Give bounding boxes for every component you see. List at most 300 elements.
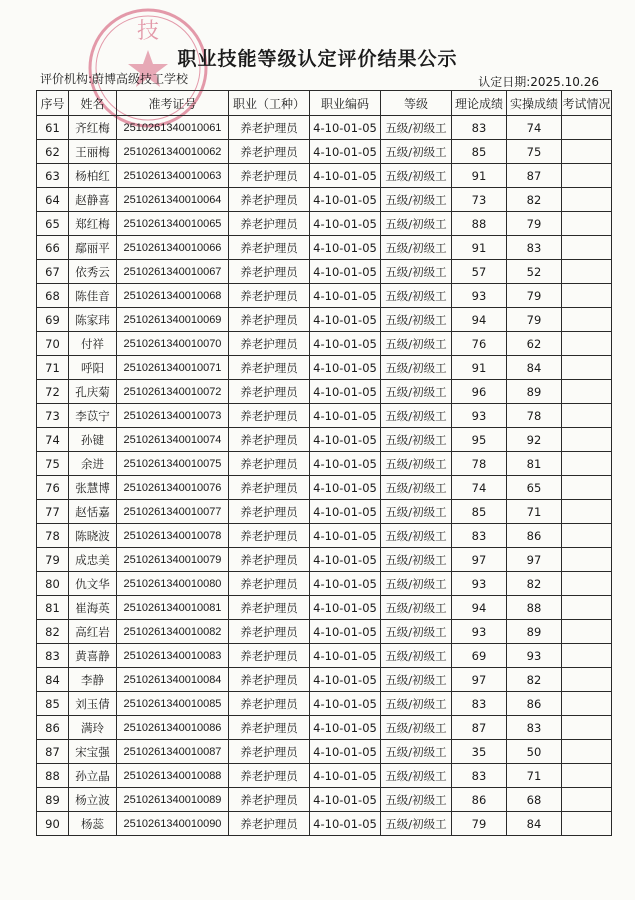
row-level: 五级/初级工 xyxy=(381,428,452,452)
row-status xyxy=(562,188,612,212)
row-occupation: 养老护理员 xyxy=(229,548,310,572)
row-occupation: 养老护理员 xyxy=(229,140,310,164)
table-row xyxy=(37,692,612,716)
row-cert: 2510261340010077 xyxy=(117,500,229,524)
row-status xyxy=(562,140,612,164)
row-no: 90 xyxy=(37,812,69,836)
row-no: 70 xyxy=(37,332,69,356)
row-status xyxy=(562,596,612,620)
row-occupation: 养老护理员 xyxy=(229,788,310,812)
table-row xyxy=(37,164,612,188)
row-code: 4-10-01-05 xyxy=(310,356,381,380)
row-cert: 2510261340010074 xyxy=(117,428,229,452)
col-header-cert: 准考证号 xyxy=(117,91,229,116)
row-status xyxy=(562,788,612,812)
row-status xyxy=(562,476,612,500)
row-status xyxy=(562,668,612,692)
row-theory: 76 xyxy=(452,332,507,356)
row-occupation: 养老护理员 xyxy=(229,620,310,644)
row-code: 4-10-01-05 xyxy=(310,236,381,260)
row-status xyxy=(562,404,612,428)
row-theory: 95 xyxy=(452,428,507,452)
row-status xyxy=(562,644,612,668)
row-cert: 2510261340010071 xyxy=(117,356,229,380)
row-cert: 2510261340010084 xyxy=(117,668,229,692)
table-row xyxy=(37,404,612,428)
row-code: 4-10-01-05 xyxy=(310,164,381,188)
row-theory: 91 xyxy=(452,236,507,260)
row-cert: 2510261340010073 xyxy=(117,404,229,428)
row-practice: 75 xyxy=(507,140,562,164)
table-row xyxy=(37,308,612,332)
row-theory: 91 xyxy=(452,164,507,188)
row-theory: 93 xyxy=(452,572,507,596)
row-cert: 2510261340010082 xyxy=(117,620,229,644)
row-name: 陈家玮 xyxy=(69,308,117,332)
row-code: 4-10-01-05 xyxy=(310,692,381,716)
row-cert: 2510261340010088 xyxy=(117,764,229,788)
row-cert: 2510261340010080 xyxy=(117,572,229,596)
row-cert: 2510261340010087 xyxy=(117,740,229,764)
row-code: 4-10-01-05 xyxy=(310,452,381,476)
row-occupation: 养老护理员 xyxy=(229,812,310,836)
row-code: 4-10-01-05 xyxy=(310,380,381,404)
col-header-level: 等级 xyxy=(381,91,452,116)
row-status xyxy=(562,116,612,140)
row-code: 4-10-01-05 xyxy=(310,260,381,284)
row-practice: 74 xyxy=(507,116,562,140)
row-cert: 2510261340010063 xyxy=(117,164,229,188)
row-level: 五级/初级工 xyxy=(381,620,452,644)
table-row xyxy=(37,284,612,308)
row-status xyxy=(562,500,612,524)
row-name: 赵恬嘉 xyxy=(69,500,117,524)
row-name: 余进 xyxy=(69,452,117,476)
row-cert: 2510261340010070 xyxy=(117,332,229,356)
row-occupation: 养老护理员 xyxy=(229,116,310,140)
row-level: 五级/初级工 xyxy=(381,812,452,836)
row-practice: 68 xyxy=(507,788,562,812)
row-theory: 93 xyxy=(452,404,507,428)
row-practice: 83 xyxy=(507,716,562,740)
row-level: 五级/初级工 xyxy=(381,692,452,716)
row-code: 4-10-01-05 xyxy=(310,284,381,308)
row-occupation: 养老护理员 xyxy=(229,692,310,716)
row-level: 五级/初级工 xyxy=(381,308,452,332)
row-cert: 2510261340010062 xyxy=(117,140,229,164)
row-no: 71 xyxy=(37,356,69,380)
row-status xyxy=(562,356,612,380)
row-no: 77 xyxy=(37,500,69,524)
table-row xyxy=(37,356,612,380)
row-occupation: 养老护理员 xyxy=(229,644,310,668)
row-theory: 83 xyxy=(452,692,507,716)
row-cert: 2510261340010086 xyxy=(117,716,229,740)
col-header-occupation: 职业（工种） xyxy=(229,91,310,116)
table-row xyxy=(37,236,612,260)
row-cert: 2510261340010069 xyxy=(117,308,229,332)
table-row xyxy=(37,188,612,212)
row-status xyxy=(562,428,612,452)
row-level: 五级/初级工 xyxy=(381,548,452,572)
table-row xyxy=(37,380,612,404)
table-row xyxy=(37,332,612,356)
svg-text:技: 技 xyxy=(136,19,160,44)
row-theory: 85 xyxy=(452,500,507,524)
row-no: 72 xyxy=(37,380,69,404)
row-level: 五级/初级工 xyxy=(381,404,452,428)
row-no: 61 xyxy=(37,116,69,140)
row-status xyxy=(562,308,612,332)
table-row xyxy=(37,788,612,812)
row-no: 83 xyxy=(37,644,69,668)
row-occupation: 养老护理员 xyxy=(229,596,310,620)
row-code: 4-10-01-05 xyxy=(310,212,381,236)
row-occupation: 养老护理员 xyxy=(229,284,310,308)
row-practice: 79 xyxy=(507,212,562,236)
row-name: 齐红梅 xyxy=(69,116,117,140)
row-no: 76 xyxy=(37,476,69,500)
col-header-status: 考试情况 xyxy=(562,91,612,116)
row-status xyxy=(562,260,612,284)
row-no: 81 xyxy=(37,596,69,620)
row-no: 66 xyxy=(37,236,69,260)
row-theory: 93 xyxy=(452,284,507,308)
row-practice: 71 xyxy=(507,764,562,788)
row-name: 陈晓波 xyxy=(69,524,117,548)
row-no: 63 xyxy=(37,164,69,188)
row-cert: 2510261340010064 xyxy=(117,188,229,212)
row-occupation: 养老护理员 xyxy=(229,716,310,740)
table-row xyxy=(37,740,612,764)
org-label: 评价机构: xyxy=(40,72,93,86)
row-practice: 84 xyxy=(507,812,562,836)
row-no: 65 xyxy=(37,212,69,236)
row-code: 4-10-01-05 xyxy=(310,332,381,356)
row-occupation: 养老护理员 xyxy=(229,308,310,332)
row-practice: 86 xyxy=(507,524,562,548)
row-occupation: 养老护理员 xyxy=(229,740,310,764)
row-no: 85 xyxy=(37,692,69,716)
row-level: 五级/初级工 xyxy=(381,212,452,236)
row-theory: 79 xyxy=(452,812,507,836)
row-status xyxy=(562,236,612,260)
col-header-no: 序号 xyxy=(37,91,69,116)
col-header-practice: 实操成绩 xyxy=(507,91,562,116)
date-value: 2025.10.26 xyxy=(530,75,599,89)
row-level: 五级/初级工 xyxy=(381,572,452,596)
row-name: 鄢丽平 xyxy=(69,236,117,260)
row-occupation: 养老护理员 xyxy=(229,212,310,236)
row-theory: 69 xyxy=(452,644,507,668)
row-practice: 82 xyxy=(507,668,562,692)
row-level: 五级/初级工 xyxy=(381,260,452,284)
row-name: 杨柏红 xyxy=(69,164,117,188)
row-level: 五级/初级工 xyxy=(381,596,452,620)
row-occupation: 养老护理员 xyxy=(229,236,310,260)
row-name: 赵静喜 xyxy=(69,188,117,212)
table-header-row xyxy=(37,91,612,116)
table-row xyxy=(37,500,612,524)
row-level: 五级/初级工 xyxy=(381,140,452,164)
row-practice: 83 xyxy=(507,236,562,260)
row-status xyxy=(562,524,612,548)
row-theory: 35 xyxy=(452,740,507,764)
row-practice: 79 xyxy=(507,308,562,332)
row-cert: 2510261340010067 xyxy=(117,260,229,284)
row-practice: 71 xyxy=(507,500,562,524)
row-no: 80 xyxy=(37,572,69,596)
row-name: 陈佳音 xyxy=(69,284,117,308)
row-name: 依秀云 xyxy=(69,260,117,284)
row-theory: 94 xyxy=(452,596,507,620)
row-theory: 87 xyxy=(452,716,507,740)
row-theory: 93 xyxy=(452,620,507,644)
row-name: 刘玉倩 xyxy=(69,692,117,716)
row-cert: 2510261340010076 xyxy=(117,476,229,500)
row-no: 84 xyxy=(37,668,69,692)
row-theory: 83 xyxy=(452,764,507,788)
row-status xyxy=(562,380,612,404)
row-cert: 2510261340010081 xyxy=(117,596,229,620)
row-practice: 82 xyxy=(507,188,562,212)
row-name: 杨蕊 xyxy=(69,812,117,836)
row-status xyxy=(562,572,612,596)
row-no: 87 xyxy=(37,740,69,764)
row-occupation: 养老护理员 xyxy=(229,668,310,692)
row-code: 4-10-01-05 xyxy=(310,188,381,212)
row-no: 68 xyxy=(37,284,69,308)
row-theory: 83 xyxy=(452,116,507,140)
row-status xyxy=(562,716,612,740)
row-level: 五级/初级工 xyxy=(381,764,452,788)
row-status xyxy=(562,620,612,644)
row-occupation: 养老护理员 xyxy=(229,188,310,212)
row-occupation: 养老护理员 xyxy=(229,356,310,380)
table-row xyxy=(37,764,612,788)
row-no: 64 xyxy=(37,188,69,212)
row-name: 成忠美 xyxy=(69,548,117,572)
row-code: 4-10-01-05 xyxy=(310,740,381,764)
row-no: 82 xyxy=(37,620,69,644)
row-occupation: 养老护理员 xyxy=(229,524,310,548)
row-level: 五级/初级工 xyxy=(381,716,452,740)
row-cert: 2510261340010075 xyxy=(117,452,229,476)
table-row xyxy=(37,140,612,164)
row-theory: 78 xyxy=(452,452,507,476)
row-level: 五级/初级工 xyxy=(381,452,452,476)
row-occupation: 养老护理员 xyxy=(229,452,310,476)
row-level: 五级/初级工 xyxy=(381,332,452,356)
row-status xyxy=(562,548,612,572)
date-label: 认定日期: xyxy=(478,75,531,89)
row-name: 张慧博 xyxy=(69,476,117,500)
table-row xyxy=(37,596,612,620)
table-row xyxy=(37,668,612,692)
row-status xyxy=(562,764,612,788)
row-name: 孙键 xyxy=(69,428,117,452)
row-level: 五级/初级工 xyxy=(381,284,452,308)
row-name: 李苡宁 xyxy=(69,404,117,428)
row-code: 4-10-01-05 xyxy=(310,716,381,740)
row-name: 满玲 xyxy=(69,716,117,740)
row-theory: 85 xyxy=(452,140,507,164)
col-header-code: 职业编码 xyxy=(310,91,381,116)
row-cert: 2510261340010072 xyxy=(117,380,229,404)
row-cert: 2510261340010089 xyxy=(117,788,229,812)
row-no: 89 xyxy=(37,788,69,812)
row-code: 4-10-01-05 xyxy=(310,668,381,692)
row-practice: 65 xyxy=(507,476,562,500)
row-code: 4-10-01-05 xyxy=(310,140,381,164)
row-practice: 92 xyxy=(507,428,562,452)
row-name: 李静 xyxy=(69,668,117,692)
table-row xyxy=(37,116,612,140)
row-practice: 84 xyxy=(507,356,562,380)
row-practice: 50 xyxy=(507,740,562,764)
row-no: 75 xyxy=(37,452,69,476)
row-no: 79 xyxy=(37,548,69,572)
row-occupation: 养老护理员 xyxy=(229,428,310,452)
row-code: 4-10-01-05 xyxy=(310,500,381,524)
row-theory: 97 xyxy=(452,668,507,692)
row-practice: 97 xyxy=(507,548,562,572)
row-practice: 86 xyxy=(507,692,562,716)
row-no: 67 xyxy=(37,260,69,284)
row-status xyxy=(562,812,612,836)
row-practice: 79 xyxy=(507,284,562,308)
row-practice: 52 xyxy=(507,260,562,284)
row-code: 4-10-01-05 xyxy=(310,476,381,500)
row-code: 4-10-01-05 xyxy=(310,596,381,620)
row-cert: 2510261340010061 xyxy=(117,116,229,140)
row-level: 五级/初级工 xyxy=(381,668,452,692)
row-occupation: 养老护理员 xyxy=(229,332,310,356)
row-code: 4-10-01-05 xyxy=(310,620,381,644)
row-level: 五级/初级工 xyxy=(381,164,452,188)
col-header-name: 姓名 xyxy=(69,91,117,116)
row-name: 仇文华 xyxy=(69,572,117,596)
table-row xyxy=(37,452,612,476)
row-no: 73 xyxy=(37,404,69,428)
row-cert: 2510261340010079 xyxy=(117,548,229,572)
row-practice: 89 xyxy=(507,620,562,644)
row-cert: 2510261340010078 xyxy=(117,524,229,548)
table-row xyxy=(37,620,612,644)
page-title: 职业技能等级认定评价结果公示 xyxy=(177,48,458,70)
row-name: 付祥 xyxy=(69,332,117,356)
table-row xyxy=(37,812,612,836)
row-no: 78 xyxy=(37,524,69,548)
row-occupation: 养老护理员 xyxy=(229,476,310,500)
row-code: 4-10-01-05 xyxy=(310,548,381,572)
row-code: 4-10-01-05 xyxy=(310,812,381,836)
row-occupation: 养老护理员 xyxy=(229,404,310,428)
row-practice: 88 xyxy=(507,596,562,620)
row-code: 4-10-01-05 xyxy=(310,116,381,140)
row-code: 4-10-01-05 xyxy=(310,404,381,428)
row-practice: 89 xyxy=(507,380,562,404)
row-no: 62 xyxy=(37,140,69,164)
row-theory: 96 xyxy=(452,380,507,404)
row-code: 4-10-01-05 xyxy=(310,572,381,596)
row-name: 杨立波 xyxy=(69,788,117,812)
row-no: 86 xyxy=(37,716,69,740)
row-practice: 62 xyxy=(507,332,562,356)
row-name: 崔海英 xyxy=(69,596,117,620)
row-code: 4-10-01-05 xyxy=(310,524,381,548)
row-practice: 81 xyxy=(507,452,562,476)
col-header-theory: 理论成绩 xyxy=(452,91,507,116)
table-row xyxy=(37,716,612,740)
row-name: 孔庆菊 xyxy=(69,380,117,404)
row-status xyxy=(562,164,612,188)
evaluation-organization xyxy=(40,70,188,87)
row-no: 74 xyxy=(37,428,69,452)
table-row xyxy=(37,212,612,236)
row-name: 高红岩 xyxy=(69,620,117,644)
row-cert: 2510261340010090 xyxy=(117,812,229,836)
table-row xyxy=(37,644,612,668)
row-practice: 78 xyxy=(507,404,562,428)
row-level: 五级/初级工 xyxy=(381,116,452,140)
row-code: 4-10-01-05 xyxy=(310,308,381,332)
row-practice: 82 xyxy=(507,572,562,596)
row-level: 五级/初级工 xyxy=(381,524,452,548)
results-table xyxy=(36,90,612,836)
row-cert: 2510261340010065 xyxy=(117,212,229,236)
row-no: 69 xyxy=(37,308,69,332)
row-level: 五级/初级工 xyxy=(381,740,452,764)
row-theory: 88 xyxy=(452,212,507,236)
row-no: 88 xyxy=(37,764,69,788)
table-row xyxy=(37,476,612,500)
row-cert: 2510261340010066 xyxy=(117,236,229,260)
row-theory: 73 xyxy=(452,188,507,212)
row-code: 4-10-01-05 xyxy=(310,788,381,812)
evaluation-date xyxy=(478,73,599,90)
row-practice: 93 xyxy=(507,644,562,668)
row-name: 宋宝强 xyxy=(69,740,117,764)
row-cert: 2510261340010083 xyxy=(117,644,229,668)
row-status xyxy=(562,284,612,308)
table-row xyxy=(37,524,612,548)
row-code: 4-10-01-05 xyxy=(310,428,381,452)
row-status xyxy=(562,740,612,764)
row-theory: 83 xyxy=(452,524,507,548)
row-occupation: 养老护理员 xyxy=(229,572,310,596)
row-theory: 94 xyxy=(452,308,507,332)
row-level: 五级/初级工 xyxy=(381,356,452,380)
table-row xyxy=(37,572,612,596)
row-status xyxy=(562,332,612,356)
row-status xyxy=(562,452,612,476)
table-row xyxy=(37,260,612,284)
row-level: 五级/初级工 xyxy=(381,188,452,212)
row-theory: 57 xyxy=(452,260,507,284)
row-theory: 86 xyxy=(452,788,507,812)
row-theory: 91 xyxy=(452,356,507,380)
row-occupation: 养老护理员 xyxy=(229,380,310,404)
row-cert: 2510261340010068 xyxy=(117,284,229,308)
row-level: 五级/初级工 xyxy=(381,788,452,812)
row-status xyxy=(562,692,612,716)
row-status xyxy=(562,212,612,236)
row-occupation: 养老护理员 xyxy=(229,260,310,284)
row-theory: 74 xyxy=(452,476,507,500)
row-theory: 97 xyxy=(452,548,507,572)
row-level: 五级/初级工 xyxy=(381,380,452,404)
